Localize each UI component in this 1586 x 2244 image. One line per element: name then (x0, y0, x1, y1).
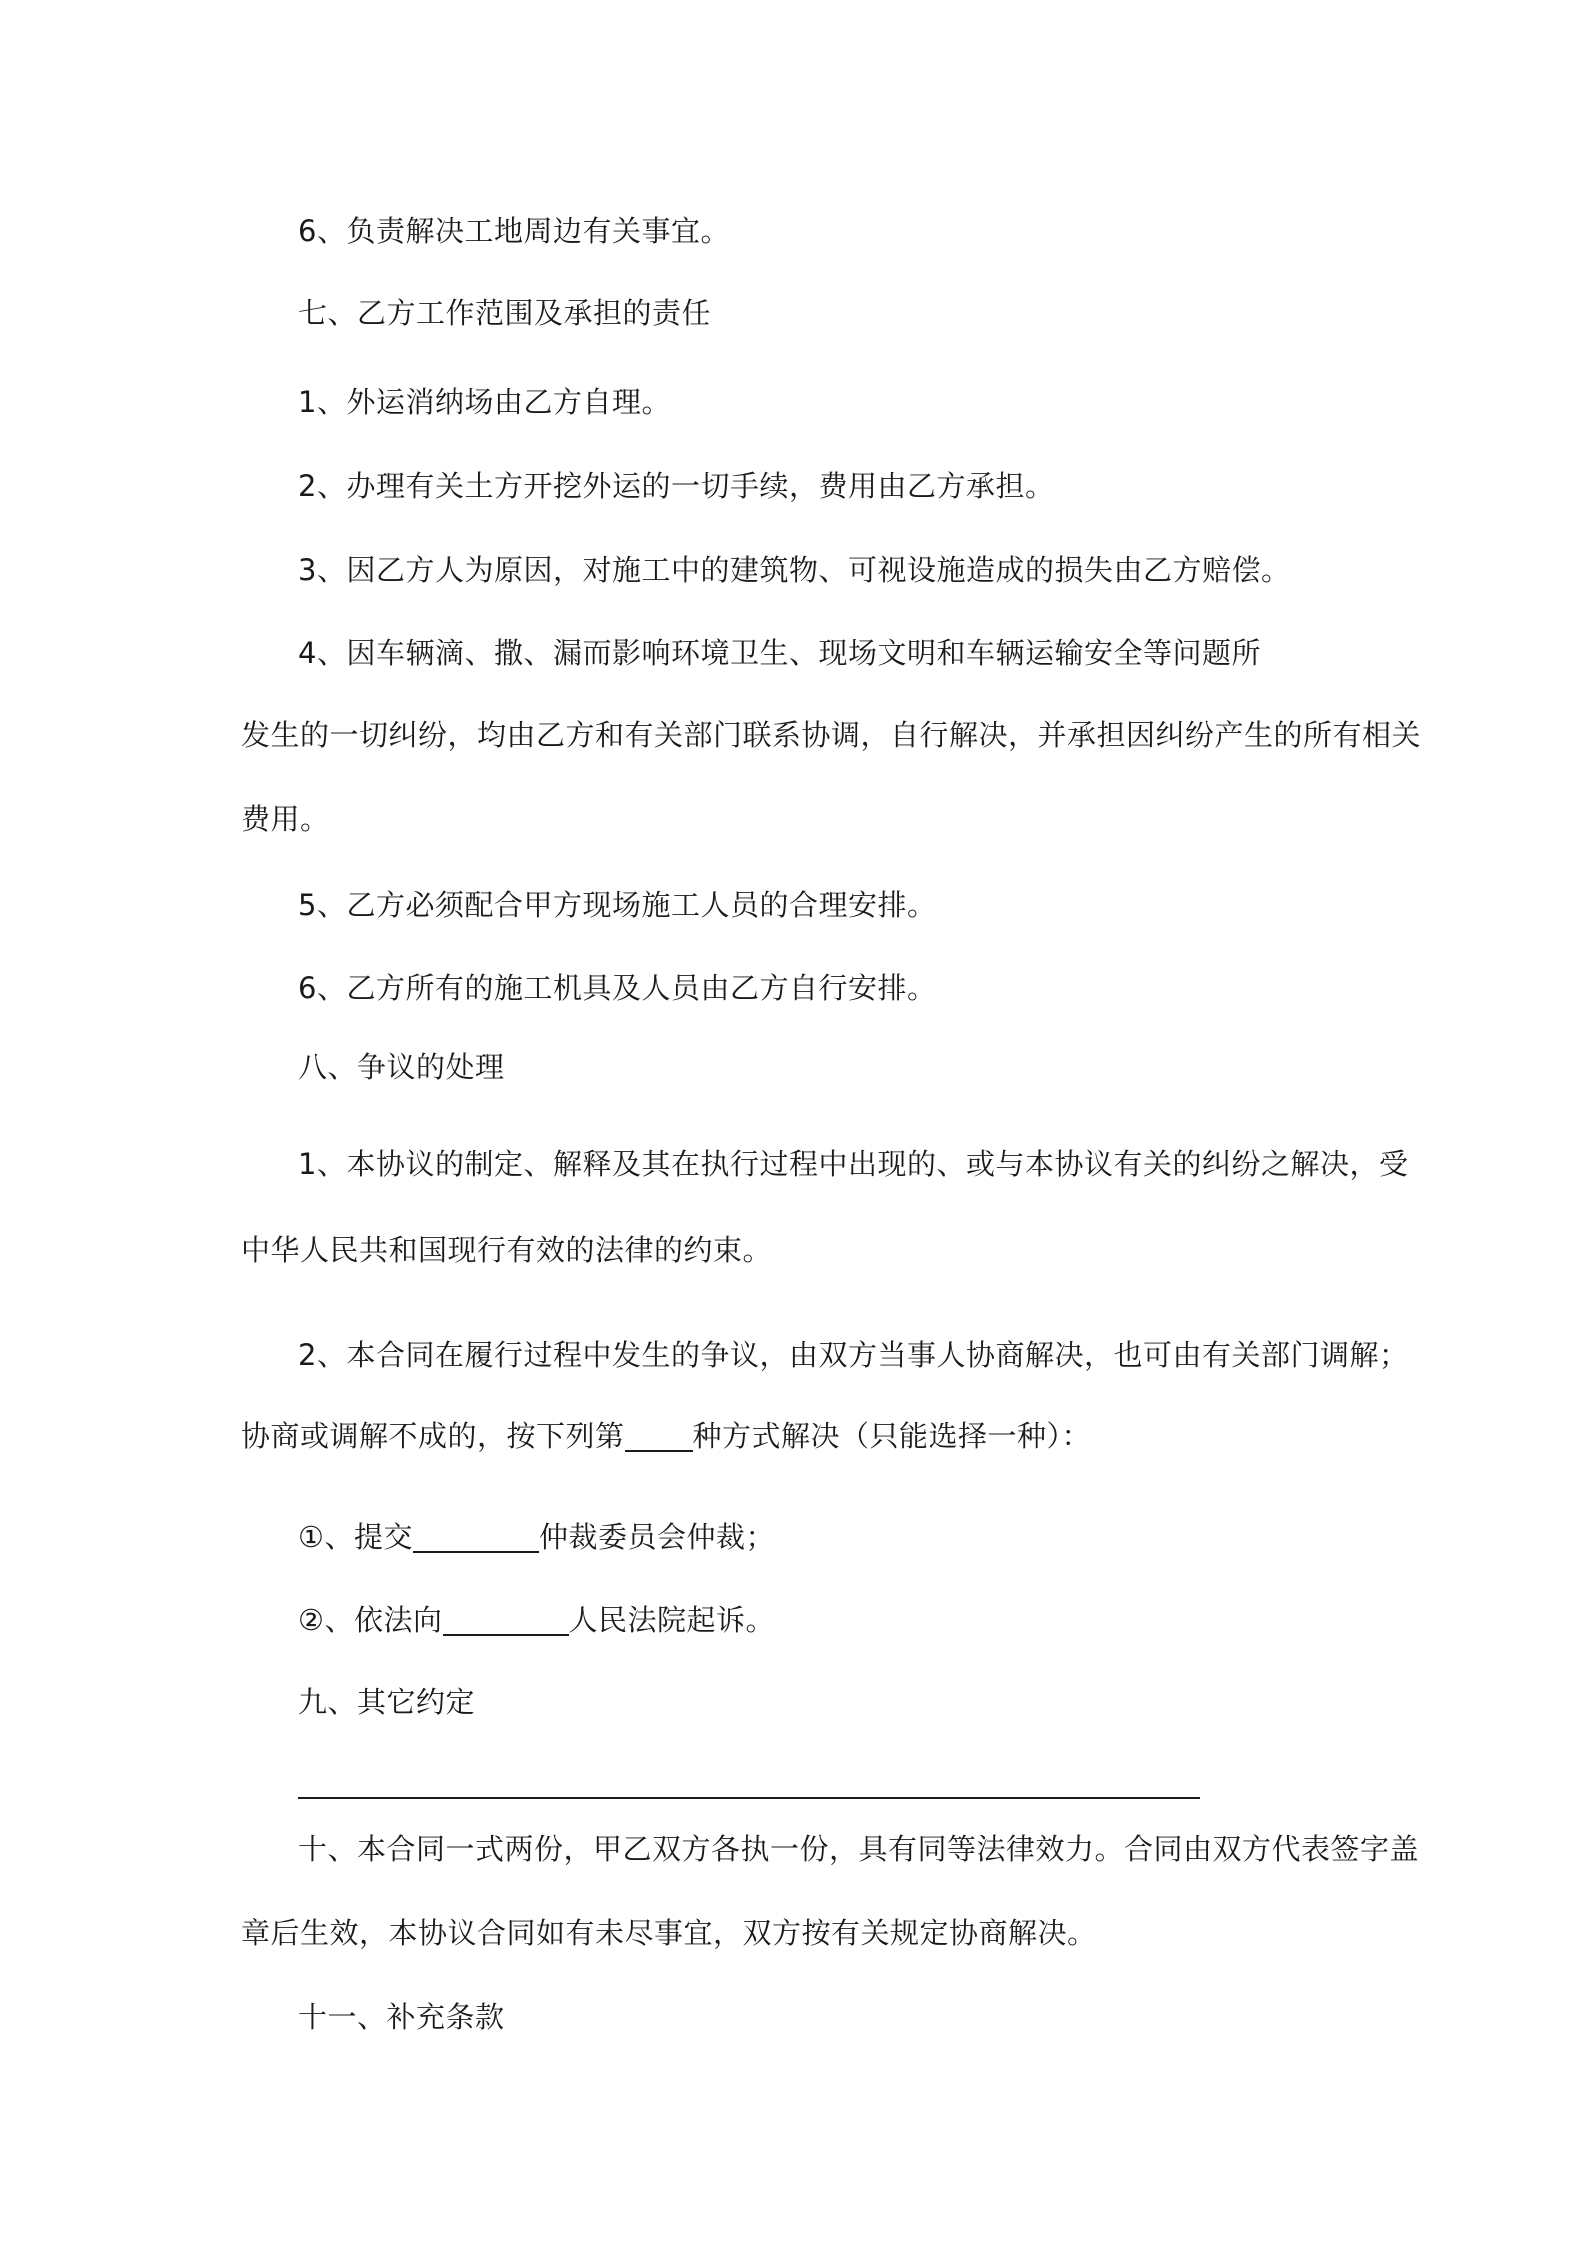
option-text: ②、依法向 (298, 1603, 443, 1637)
clause-line: 2、本合同在履行过程中发生的争议，由双方当事人协商解决，也可由有关部门调解； (298, 1338, 1409, 1372)
clause-text: 协商或调解不成的，按下列第 (241, 1419, 625, 1453)
clause-line-with-blank (241, 1416, 1091, 1456)
clause-line: 6、负责解决工地周边有关事宜。 (298, 214, 730, 248)
clause-line: 4、因车辆滴、撒、漏而影响环境卫生、现场文明和车辆运输安全等问题所 (298, 636, 1261, 670)
section-heading: 十一、补充条款 (298, 2000, 505, 2034)
clause-line: 发生的一切纠纷，均由乙方和有关部门联系协调，自行解决，并承担因纠纷产生的所有相关 (241, 718, 1422, 752)
clause-line: 费用。 (241, 802, 330, 836)
option-line (298, 1517, 775, 1557)
clause-line: 中华人民共和国现行有效的法律的约束。 (241, 1233, 773, 1267)
clause-line: 3、因乙方人为原因，对施工中的建筑物、可视设施造成的损失由乙方赔偿。 (298, 553, 1291, 587)
court-blank[interactable] (443, 1604, 569, 1636)
section-heading: 七、乙方工作范围及承担的责任 (298, 296, 712, 330)
method-number-blank[interactable] (625, 1420, 693, 1452)
section-heading: 九、其它约定 (298, 1685, 476, 1719)
clause-line: 1、本协议的制定、解释及其在执行过程中出现的、或与本协议有关的纠纷之解决，受 (298, 1147, 1409, 1181)
clause-line: 章后生效，本协议合同如有未尽事宜，双方按有关规定协商解决。 (241, 1916, 1097, 1950)
other-terms-blank-line[interactable] (298, 1797, 1200, 1799)
option-text: ①、提交 (298, 1520, 413, 1554)
clause-line: 2、办理有关土方开挖外运的一切手续，费用由乙方承担。 (298, 469, 1055, 503)
clause-line: 十、本合同一式两份，甲乙双方各执一份，具有同等法律效力。合同由双方代表签字盖 (298, 1832, 1420, 1866)
clause-line: 6、乙方所有的施工机具及人员由乙方自行安排。 (298, 971, 937, 1005)
option-line (298, 1600, 775, 1640)
arbitration-commission-blank[interactable] (413, 1521, 539, 1553)
section-heading: 八、争议的处理 (298, 1050, 505, 1084)
clause-line: 5、乙方必须配合甲方现场施工人员的合理安排。 (298, 888, 937, 922)
option-text: 人民法院起诉。 (568, 1603, 776, 1637)
clause-text: 种方式解决（只能选择一种）： (692, 1419, 1092, 1453)
option-text: 仲裁委员会仲裁； (539, 1520, 776, 1554)
clause-line: 1、外运消纳场由乙方自理。 (298, 385, 671, 419)
